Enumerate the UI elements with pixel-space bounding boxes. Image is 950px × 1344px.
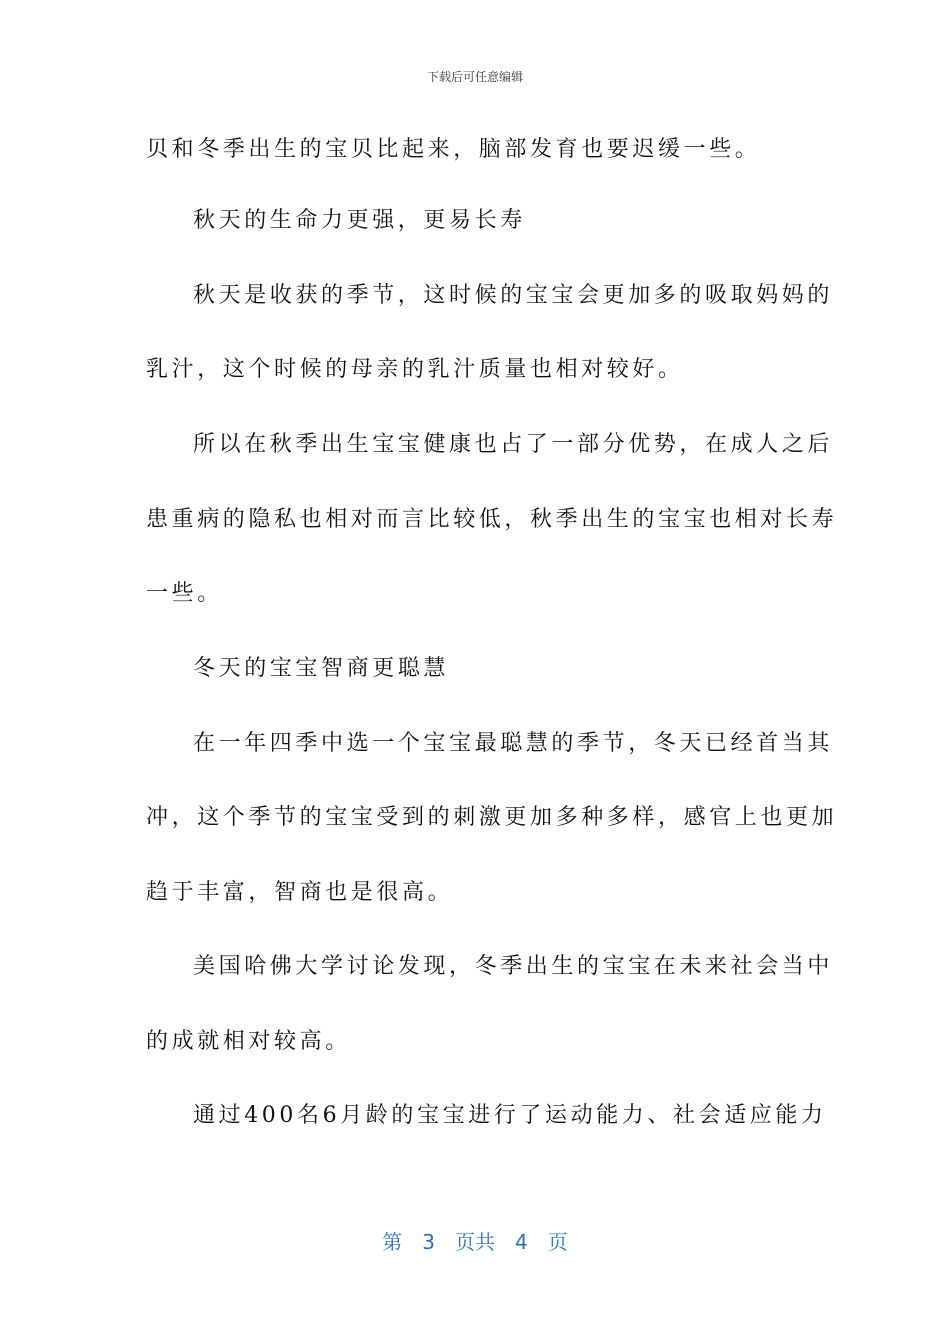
page-number-footer: [0, 1226, 950, 1255]
section-heading-autumn: 秋天的生命力更强，更易长寿: [193, 208, 526, 233]
footer-prefix: 第: [382, 1230, 403, 1254]
text-line: 在一年四季中选一个宝宝最聪慧的季节，冬天已经首当其: [193, 731, 834, 756]
text-line: 贝和冬季出生的宝贝比起来，脑部发育也要迟缓一些。: [146, 137, 761, 162]
text-line: 的成就相对较高。: [146, 1029, 351, 1054]
footer-current-page: 3: [422, 1230, 435, 1254]
text-line: 一些。: [146, 581, 223, 606]
footer-suffix: 页: [547, 1230, 568, 1254]
text-line: 患重病的隐私也相对而言比较低，秋季出生的宝宝也相对长寿: [146, 507, 838, 532]
footer-middle: 页共: [455, 1230, 495, 1254]
text-line: 乳汁，这个时候的母亲的乳汁质量也相对较好。: [146, 357, 684, 382]
section-heading-winter: 冬天的宝宝智商更聪慧: [193, 656, 450, 681]
text-line: 冲，这个季节的宝宝受到的刺激更加多种多样，感官上也更加: [146, 805, 838, 830]
header-note: 下载后可任意编辑: [426, 70, 523, 84]
text-line: 美国哈佛大学讨论发现，冬季出生的宝宝在未来社会当中: [193, 954, 834, 979]
text-line: 趋于丰富，智商也是很高。: [146, 880, 454, 905]
footer-total-pages: 4: [515, 1230, 528, 1254]
text-line: 通过400名6月龄的宝宝进行了运动能力、社会适应能力: [193, 1103, 827, 1128]
text-line: 所以在秋季出生宝宝健康也占了一部分优势，在成人之后: [193, 432, 834, 457]
text-line: 秋天是收获的季节，这时候的宝宝会更加多的吸取妈妈的: [193, 283, 834, 308]
